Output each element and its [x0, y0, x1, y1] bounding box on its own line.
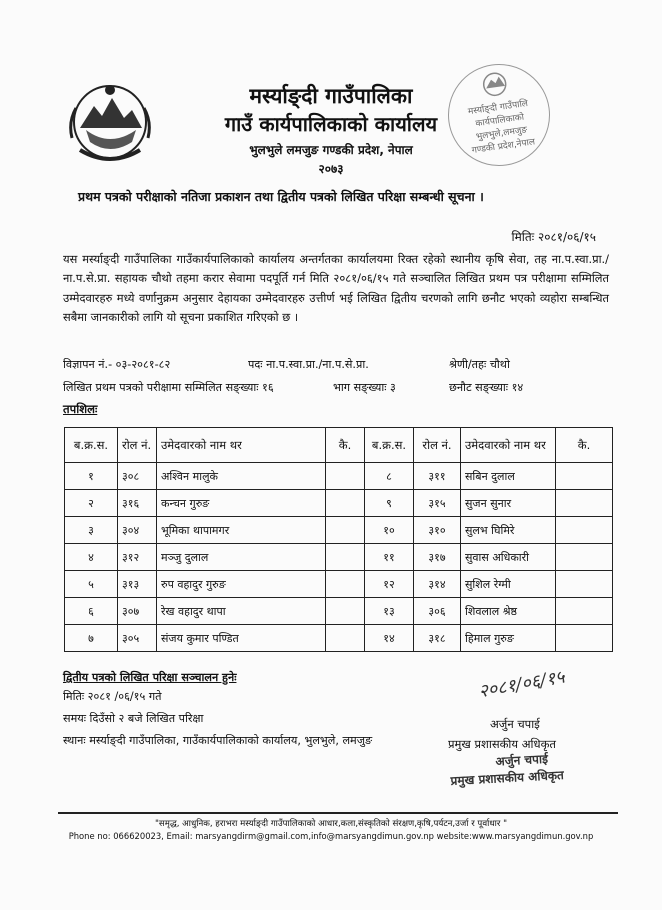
col-remarks-2: कै. — [556, 428, 613, 463]
signatory-title: प्रमुख प्रशासकीय अधिकृत — [448, 737, 556, 751]
cell-sn: २ — [65, 490, 118, 517]
cell-name: अश्विन मालुके — [157, 463, 326, 490]
stamp-line-3: भुलभुले,लमजुङ — [475, 125, 528, 143]
stamp-line-1: मर्स्याङ्दी गाउँपालि — [467, 98, 529, 118]
cell-sn-2: ११ — [365, 544, 414, 571]
table-row — [65, 517, 613, 544]
office-address: भुलभुले लमजुङ गण्डकी प्रदेश, नेपाल — [249, 143, 413, 157]
cell-remarks — [326, 490, 365, 517]
office-subtitle: गाउँ कार्यपालिकाको कार्यालय — [224, 112, 438, 136]
cell-roll: ३१६ — [118, 490, 157, 517]
cell-roll-2: ३०६ — [414, 598, 461, 625]
advert-number: विज्ञापन नं.- ०३-२०८१-८२ — [63, 358, 171, 371]
cell-remarks-2 — [556, 544, 613, 571]
participants-count: लिखित प्रथम पत्रको परीक्षामा सम्मिलित सङ्ख्याः १६ — [63, 381, 274, 394]
cell-remarks-2 — [556, 598, 613, 625]
col-roll-2: रोल नं. — [414, 428, 461, 463]
cell-sn-2: १० — [365, 517, 414, 544]
cell-roll-2: ३१४ — [414, 571, 461, 598]
cell-remarks — [326, 598, 365, 625]
schedule-place: स्थानः मर्स्याङ्दी गाउँपालिका, गाउँकार्यपालिकाको कार्यालय, भुलभुले, लमजुङ — [63, 734, 373, 747]
cell-remarks-2 — [556, 490, 613, 517]
cell-name: रेख वहादुर थापा — [157, 598, 326, 625]
established-year: २०७३ — [318, 162, 344, 176]
table-row — [65, 544, 613, 571]
cell-roll: ३०५ — [118, 625, 157, 652]
stamp-emblem-icon — [478, 69, 511, 99]
cell-name: रुप वहादुर गुरुङ — [157, 571, 326, 598]
cell-roll: ३०८ — [118, 463, 157, 490]
cell-roll-2: ३१८ — [414, 625, 461, 652]
stamp-line-4: गण्डकी प्रदेश,नेपाल — [471, 137, 536, 157]
cell-remarks-2 — [556, 517, 613, 544]
signatory-name: अर्जुन चपाई — [490, 717, 540, 731]
notice-body: यस मर्स्याङ्दी गाउँपालिका गाउँकार्यपालिकाको कार्यालय अन्तर्गतका कार्यालयमा रिक्त रहेको स्थानीय कृषि सेवा, तह ना.प.स्वा.प्रा./ना.प.से.प्रा. सहायक चौथो तहमा करार सेवामा पदपूर्ति गर्न मिति २०८१/०६/१५ गते सञ्चालित लिखित प्रथम पत्र परीक्षामा सम्मिलित उम्मेदवारहरु मध्ये वर्णानुक्रम अनुसार देहायका उम्मेदवारहरु उत्तीर्ण भई लिखित द्वितीय चरणको लागि छनौट भएको व्यहोरा सम्बन्धित सबैमा जानकारीको लागि यो सूचना प्रकाशित गरिएको छ । — [63, 252, 609, 324]
col-sn-2: ब.क्र.स. — [365, 428, 414, 463]
cell-sn: ५ — [65, 571, 118, 598]
table-row — [65, 463, 613, 490]
table-row — [65, 598, 613, 625]
cell-roll: ३१३ — [118, 571, 157, 598]
cell-name: भूमिका थापामगर — [157, 517, 326, 544]
footer-contact: Phone no: 066620023, Email: marsyangdirm@gmail.com,info@marsyangdimun.gov.np website:www.marsyangdimun.gov.np — [68, 831, 594, 841]
notice-date: मितिः २०८१/०६/१५ — [511, 230, 596, 244]
col-remarks: कै. — [326, 428, 365, 463]
cell-remarks-2 — [556, 625, 613, 652]
cell-remarks-2 — [556, 463, 613, 490]
post-name: पदः ना.प.स्वा.प्रा./ना.प.से.प्रा. — [248, 358, 369, 371]
cell-remarks — [326, 571, 365, 598]
stamp-line-2: कार्यपालिकाको — [474, 112, 525, 130]
selected-count: छनौट सङ्ख्याः १४ — [449, 381, 524, 394]
cell-name-2: सुशिल रेग्मी — [461, 571, 556, 598]
footer-motto: "समृद्ध, आधुनिक, हराभरा मर्स्याङ्दी गाउँपालिकाको आधार,कला,संस्कृतिको संरक्षण,कृषि,पर्यटन,उर्जा र पूर्वाधार " — [154, 819, 508, 829]
signatory-stamp — [449, 749, 564, 789]
cell-roll-2: ३१० — [414, 517, 461, 544]
cell-remarks — [326, 463, 365, 490]
cell-name-2: हिमाल गुरुङ — [461, 625, 556, 652]
cell-name-2: सबिन दुलाल — [461, 463, 556, 490]
cell-name: संजय कुमार पण्डित — [157, 625, 326, 652]
handwritten-signature: २०८१/०६/१५ — [476, 666, 567, 703]
cell-name: कन्चन गुरुङ — [157, 490, 326, 517]
cell-roll-2: ३११ — [414, 463, 461, 490]
results-table — [64, 427, 613, 652]
cell-sn: १ — [65, 463, 118, 490]
cell-remarks — [326, 544, 365, 571]
cell-roll: ३०४ — [118, 517, 157, 544]
table-row — [65, 625, 613, 652]
cell-remarks-2 — [556, 571, 613, 598]
office-name: मर्स्याङ्दी गाउँपालिका — [249, 84, 413, 108]
col-roll: रोल नं. — [118, 428, 157, 463]
cell-remarks — [326, 517, 365, 544]
footer-divider — [58, 812, 618, 814]
cell-name-2: सुलभ घिमिरे — [461, 517, 556, 544]
col-sn: ब.क्र.स. — [65, 428, 118, 463]
table-row — [65, 490, 613, 517]
col-name-2: उमेदवारको नाम थर — [461, 428, 556, 463]
cell-sn-2: १४ — [365, 625, 414, 652]
cell-roll-2: ३१५ — [414, 490, 461, 517]
cell-remarks — [326, 625, 365, 652]
stamp-signatory-name: अर्जुन चपाई — [495, 751, 549, 769]
cell-sn-2: १३ — [365, 598, 414, 625]
cell-sn: ७ — [65, 625, 118, 652]
cell-roll: ३०७ — [118, 598, 157, 625]
cell-name-2: सुजन सुनार — [461, 490, 556, 517]
cell-sn-2: ९ — [365, 490, 414, 517]
cell-roll-2: ३१७ — [414, 544, 461, 571]
table-row — [65, 571, 613, 598]
cell-sn-2: १२ — [365, 571, 414, 598]
table-header-row — [65, 428, 613, 463]
schedule-date: मितिः २०८१ /०६/१५ गते — [63, 690, 162, 703]
cell-sn-2: ८ — [365, 463, 414, 490]
schedule-time: समयः दिउँसो २ बजे लिखित परिक्षा — [63, 712, 204, 725]
cell-name-2: सुवास अधिकारी — [461, 544, 556, 571]
notice-subject: प्रथम पत्रको परीक्षाको नतिजा प्रकाशन तथा द्वितीय पत्रको लिखित परिक्षा सम्बन्धी सूचना । — [78, 189, 484, 204]
level-info: श्रेणी/तहः चौथो — [449, 358, 510, 371]
cell-sn: ६ — [65, 598, 118, 625]
cell-sn: ४ — [65, 544, 118, 571]
details-heading: तपशिलः — [63, 402, 98, 416]
cell-name: मञ्जु दुलाल — [157, 544, 326, 571]
col-name: उमेदवारको नाम थर — [157, 428, 326, 463]
cell-sn: ३ — [65, 517, 118, 544]
stamp-signatory-title: प्रमुख प्रशासकीय अधिकृत — [450, 768, 565, 788]
cell-roll: ३१२ — [118, 544, 157, 571]
cell-name-2: शिवलाल श्रेष्ठ — [461, 598, 556, 625]
schedule-title: द्वितीय पत्रको लिखित परिक्षा सञ्चालन हुनेः — [63, 671, 237, 684]
seats-count: भाग सङ्ख्याः ३ — [333, 381, 396, 394]
